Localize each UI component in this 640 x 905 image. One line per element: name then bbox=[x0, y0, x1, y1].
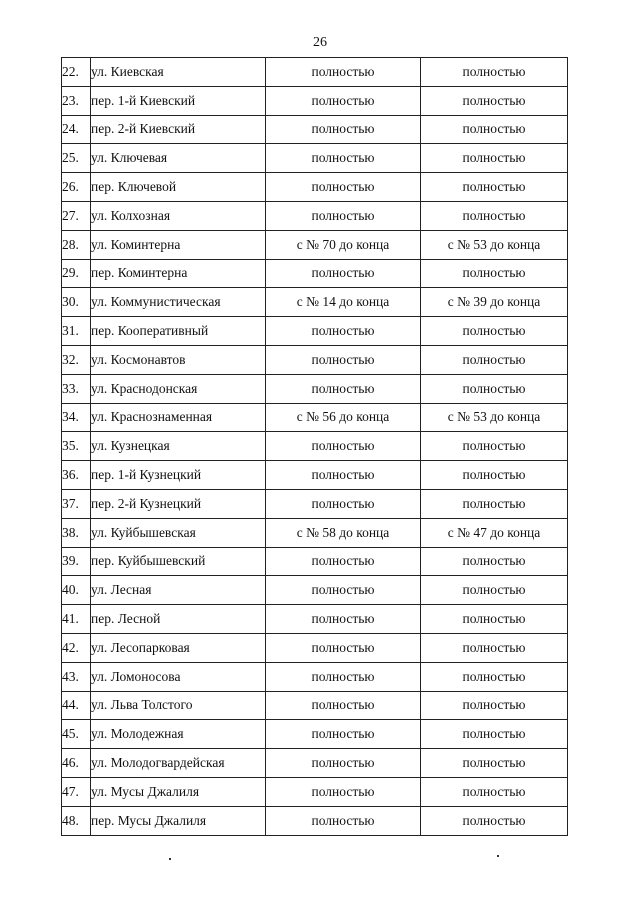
street-name-cell: пер. Коминтерна bbox=[91, 259, 266, 288]
table-row bbox=[62, 230, 568, 259]
street-name-cell: ул. Краснознаменная bbox=[91, 403, 266, 432]
range-odd-cell: полностью bbox=[421, 173, 568, 202]
row-number-cell: 40. bbox=[62, 576, 91, 605]
range-even-cell: полностью bbox=[266, 806, 421, 835]
range-even-cell: полностью bbox=[266, 432, 421, 461]
range-odd-cell: полностью bbox=[421, 489, 568, 518]
row-number-cell: 29. bbox=[62, 259, 91, 288]
range-odd-cell: полностью bbox=[421, 720, 568, 749]
range-even-cell: полностью bbox=[266, 58, 421, 87]
table-row bbox=[62, 489, 568, 518]
range-odd-cell: полностью bbox=[421, 432, 568, 461]
street-name-cell: ул. Колхозная bbox=[91, 201, 266, 230]
street-name-cell: ул. Ключевая bbox=[91, 144, 266, 173]
row-number-cell: 24. bbox=[62, 115, 91, 144]
street-name-cell: ул. Киевская bbox=[91, 58, 266, 87]
range-even-cell: полностью bbox=[266, 547, 421, 576]
street-name-cell: ул. Мусы Джалиля bbox=[91, 777, 266, 806]
street-name-cell: пер. 2-й Кузнецкий bbox=[91, 489, 266, 518]
row-number-cell: 22. bbox=[62, 58, 91, 87]
range-odd-cell: полностью bbox=[421, 662, 568, 691]
range-odd-cell: полностью bbox=[421, 115, 568, 144]
row-number-cell: 43. bbox=[62, 662, 91, 691]
table-row bbox=[62, 58, 568, 87]
street-name-cell: ул. Краснодонская bbox=[91, 374, 266, 403]
range-even-cell: с № 56 до конца bbox=[266, 403, 421, 432]
range-odd-cell: полностью bbox=[421, 317, 568, 346]
range-odd-cell: с № 47 до конца bbox=[421, 518, 568, 547]
range-even-cell: полностью bbox=[266, 576, 421, 605]
range-even-cell: полностью bbox=[266, 345, 421, 374]
street-name-cell: ул. Льва Толстого bbox=[91, 691, 266, 720]
streets-table bbox=[61, 57, 568, 836]
table-row bbox=[62, 432, 568, 461]
table-row bbox=[62, 115, 568, 144]
range-odd-cell: полностью bbox=[421, 86, 568, 115]
table-row bbox=[62, 547, 568, 576]
range-odd-cell: полностью bbox=[421, 777, 568, 806]
range-odd-cell: полностью bbox=[421, 201, 568, 230]
street-name-cell: ул. Космонавтов bbox=[91, 345, 266, 374]
range-odd-cell: полностью bbox=[421, 144, 568, 173]
range-odd-cell: полностью bbox=[421, 749, 568, 778]
table-row bbox=[62, 86, 568, 115]
row-number-cell: 23. bbox=[62, 86, 91, 115]
row-number-cell: 44. bbox=[62, 691, 91, 720]
table-row bbox=[62, 633, 568, 662]
range-odd-cell: полностью bbox=[421, 691, 568, 720]
page-number: 26 bbox=[313, 35, 327, 50]
street-name-cell: пер. Куйбышевский bbox=[91, 547, 266, 576]
table-row bbox=[62, 518, 568, 547]
streets-table-body bbox=[62, 58, 568, 836]
row-number-cell: 33. bbox=[62, 374, 91, 403]
range-odd-cell: с № 53 до конца bbox=[421, 403, 568, 432]
scan-speck bbox=[169, 858, 171, 860]
range-even-cell: полностью bbox=[266, 201, 421, 230]
range-even-cell: полностью bbox=[266, 662, 421, 691]
street-name-cell: ул. Ломоносова bbox=[91, 662, 266, 691]
table-row bbox=[62, 403, 568, 432]
row-number-cell: 39. bbox=[62, 547, 91, 576]
table-row bbox=[62, 461, 568, 490]
table-row bbox=[62, 691, 568, 720]
table-row bbox=[62, 374, 568, 403]
range-even-cell: полностью bbox=[266, 259, 421, 288]
range-even-cell: с № 14 до конца bbox=[266, 288, 421, 317]
range-odd-cell: с № 39 до конца bbox=[421, 288, 568, 317]
range-even-cell: с № 58 до конца bbox=[266, 518, 421, 547]
table-row bbox=[62, 806, 568, 835]
table-row bbox=[62, 201, 568, 230]
range-even-cell: полностью bbox=[266, 374, 421, 403]
table-row bbox=[62, 749, 568, 778]
street-name-cell: ул. Лесная bbox=[91, 576, 266, 605]
range-even-cell: полностью bbox=[266, 749, 421, 778]
range-even-cell: полностью bbox=[266, 777, 421, 806]
row-number-cell: 32. bbox=[62, 345, 91, 374]
row-number-cell: 26. bbox=[62, 173, 91, 202]
range-odd-cell: полностью bbox=[421, 259, 568, 288]
row-number-cell: 28. bbox=[62, 230, 91, 259]
row-number-cell: 46. bbox=[62, 749, 91, 778]
table-row bbox=[62, 720, 568, 749]
row-number-cell: 41. bbox=[62, 605, 91, 634]
street-name-cell: ул. Лесопарковая bbox=[91, 633, 266, 662]
range-even-cell: полностью bbox=[266, 605, 421, 634]
table-row bbox=[62, 662, 568, 691]
range-odd-cell: полностью bbox=[421, 345, 568, 374]
range-odd-cell: полностью bbox=[421, 58, 568, 87]
range-even-cell: полностью bbox=[266, 691, 421, 720]
row-number-cell: 35. bbox=[62, 432, 91, 461]
table-row bbox=[62, 576, 568, 605]
street-name-cell: пер. 2-й Киевский bbox=[91, 115, 266, 144]
street-name-cell: пер. Ключевой bbox=[91, 173, 266, 202]
range-even-cell: полностью bbox=[266, 720, 421, 749]
range-even-cell: полностью bbox=[266, 173, 421, 202]
street-name-cell: пер. Мусы Джалиля bbox=[91, 806, 266, 835]
street-name-cell: ул. Коминтерна bbox=[91, 230, 266, 259]
table-row bbox=[62, 777, 568, 806]
street-name-cell: пер. 1-й Кузнецкий bbox=[91, 461, 266, 490]
street-name-cell: пер. 1-й Киевский bbox=[91, 86, 266, 115]
range-odd-cell: полностью bbox=[421, 605, 568, 634]
street-name-cell: ул. Кузнецкая bbox=[91, 432, 266, 461]
table-row bbox=[62, 144, 568, 173]
row-number-cell: 37. bbox=[62, 489, 91, 518]
row-number-cell: 47. bbox=[62, 777, 91, 806]
street-name-cell: пер. Лесной bbox=[91, 605, 266, 634]
table-row bbox=[62, 288, 568, 317]
table-row bbox=[62, 173, 568, 202]
street-name-cell: пер. Кооперативный bbox=[91, 317, 266, 346]
range-even-cell: полностью bbox=[266, 115, 421, 144]
table-row bbox=[62, 605, 568, 634]
range-odd-cell: полностью bbox=[421, 374, 568, 403]
street-name-cell: ул. Молодежная bbox=[91, 720, 266, 749]
street-name-cell: ул. Молодогвардейская bbox=[91, 749, 266, 778]
table-row bbox=[62, 259, 568, 288]
row-number-cell: 45. bbox=[62, 720, 91, 749]
range-odd-cell: с № 53 до конца bbox=[421, 230, 568, 259]
row-number-cell: 42. bbox=[62, 633, 91, 662]
range-even-cell: полностью bbox=[266, 461, 421, 490]
table-row bbox=[62, 345, 568, 374]
range-odd-cell: полностью bbox=[421, 461, 568, 490]
range-odd-cell: полностью bbox=[421, 576, 568, 605]
row-number-cell: 30. bbox=[62, 288, 91, 317]
range-even-cell: с № 70 до конца bbox=[266, 230, 421, 259]
range-even-cell: полностью bbox=[266, 86, 421, 115]
range-odd-cell: полностью bbox=[421, 547, 568, 576]
row-number-cell: 34. bbox=[62, 403, 91, 432]
range-odd-cell: полностью bbox=[421, 633, 568, 662]
table-row bbox=[62, 317, 568, 346]
row-number-cell: 38. bbox=[62, 518, 91, 547]
row-number-cell: 25. bbox=[62, 144, 91, 173]
row-number-cell: 36. bbox=[62, 461, 91, 490]
street-name-cell: ул. Куйбышевская bbox=[91, 518, 266, 547]
range-odd-cell: полностью bbox=[421, 806, 568, 835]
street-name-cell: ул. Коммунистическая bbox=[91, 288, 266, 317]
row-number-cell: 48. bbox=[62, 806, 91, 835]
scan-speck bbox=[497, 855, 499, 857]
range-even-cell: полностью bbox=[266, 317, 421, 346]
row-number-cell: 27. bbox=[62, 201, 91, 230]
range-even-cell: полностью bbox=[266, 633, 421, 662]
row-number-cell: 31. bbox=[62, 317, 91, 346]
range-even-cell: полностью bbox=[266, 144, 421, 173]
range-even-cell: полностью bbox=[266, 489, 421, 518]
